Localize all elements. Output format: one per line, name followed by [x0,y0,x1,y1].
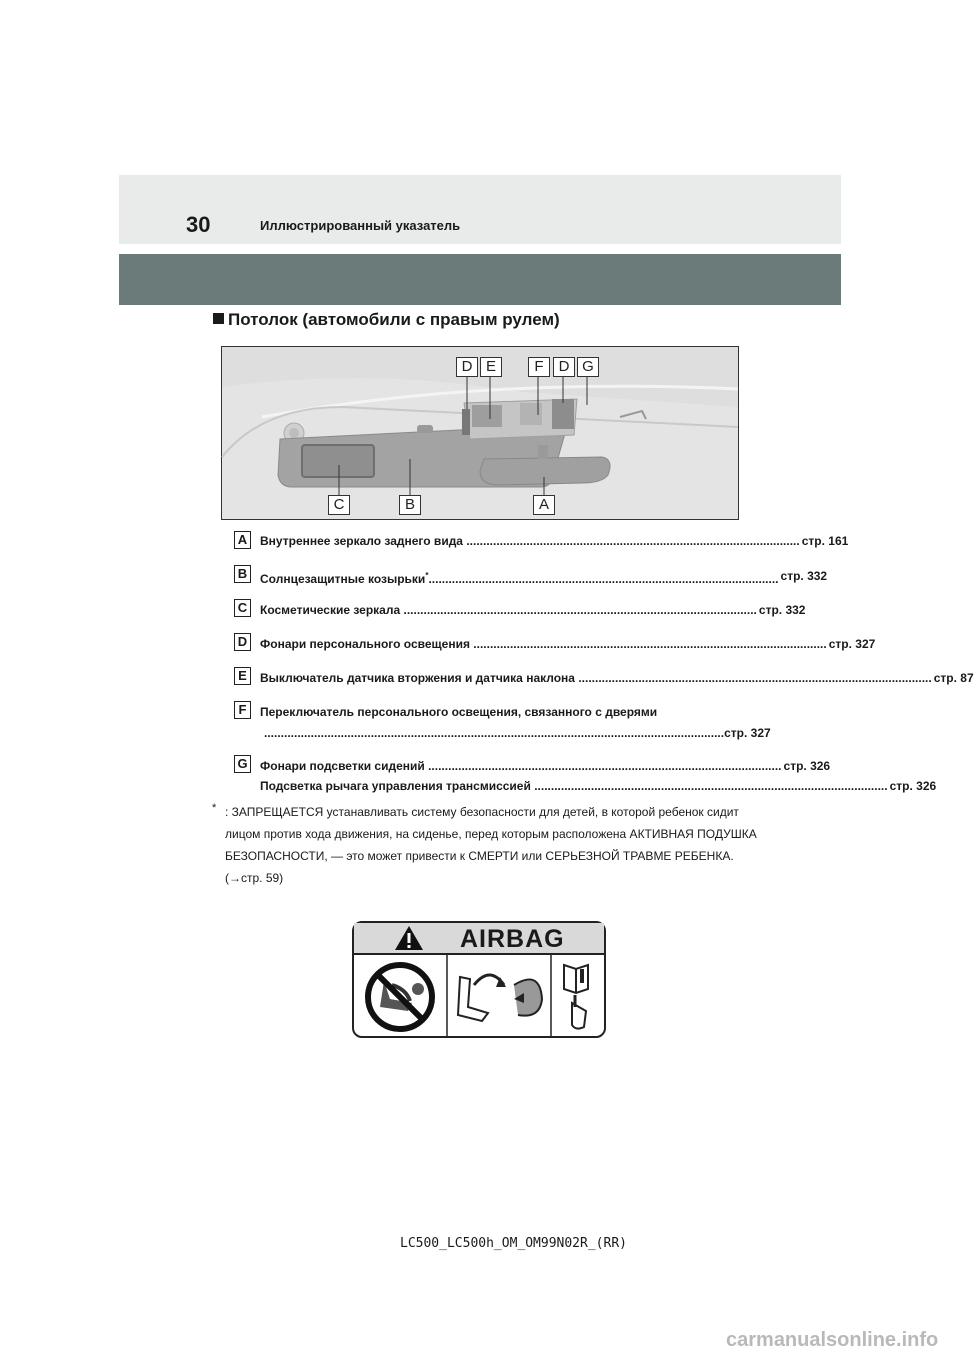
footnote-text: : ЗАПРЕЩАЕТСЯ устанавливать систему безопасности для детей, в которой ребенок сидит лицом против хода движения, на сиденье, перед которым расположена АКТИВНАЯ ПОДУШКА БЕЗОПАСНОСТИ, — это может привести к СМЕРТИ или СЕРЬЕЗНОЙ ТРАВМЕ РЕБЕНКА. (→стр. 59) [225,805,757,885]
header-top-bar [119,175,841,244]
item-page-ref[interactable]: стр. 326 [783,759,831,773]
list-item: Фонари персонального освещения .......................................................................................................... стр. 327 [260,637,876,651]
item-label: Выключатель датчика вторжения и датчика наклона [260,671,575,685]
document-code: LC500_LC500h_OM_OM99N02R_(RR) [400,1236,627,1251]
item-label: Внутреннее зеркало заднего вида [260,534,463,548]
item-page-ref[interactable]: стр. 161 [801,534,849,548]
item-label: Косметические зеркала [260,603,401,617]
read-manual-icon [564,965,588,1029]
item-badge-d: D [234,633,251,651]
ceiling-illustration [221,346,739,520]
item-page-ref[interactable]: стр. 326 [889,779,937,793]
footnote [212,801,757,889]
airbag-warning-label [352,921,606,1038]
list-item: Фонари подсветки сидений .......................................................................................................... стр. 326 [260,759,831,773]
list-item: Подсветка рычага управления трансмиссией .......................................................................................................... стр. 326 [260,779,937,793]
illustration-label-e: E [480,357,502,377]
item-page-ref[interactable]: стр. 327 [724,726,771,740]
item-label: Солнцезащитные козырьки [260,572,426,586]
illustration-label-d2: D [553,357,575,377]
illustration-label-f: F [528,357,550,377]
warning-triangle-icon [394,925,424,951]
item-page-ref[interactable]: стр. 327 [828,637,876,651]
section-title: Потолок (автомобили с правым рулем) [213,309,560,331]
item-label: Фонари персонального освещения [260,637,470,651]
airbag-title: AIRBAG [460,925,565,953]
item-badge-c: C [234,599,251,617]
illustration-label-d: D [456,357,478,377]
no-rear-facing-child-seat-icon [368,965,432,1029]
item-page-ref[interactable]: стр. 332 [758,603,806,617]
header-title: Иллюстрированный указатель [260,218,461,233]
illustration-label-g: G [577,357,599,377]
watermark: carmanualsonline.info [726,1329,939,1351]
illustration-label-c: C [328,495,350,515]
illustration-label-b: B [399,495,421,515]
item-badge-f: F [234,701,251,719]
item-label: Подсветка рычага управления трансмиссией [260,779,531,793]
footnote-mark: * [212,802,217,814]
page-number: 30 [186,212,211,237]
list-item [260,704,722,720]
airbag-deploy-icon [458,975,542,1021]
item-page-ref[interactable]: стр. 87 [933,671,974,685]
footnote-mark: * [425,571,429,580]
item-badge-a: A [234,531,251,549]
item-label: Переключатель персонального освещения, связанного с дверями [260,705,658,719]
item-badge-e: E [234,667,251,685]
airbag-label-header [354,923,604,955]
list-item: Косметические зеркала .......................................................................................................... стр. 332 [260,603,806,617]
square-bullet-icon [213,313,224,324]
item-badge-g: G [234,755,251,773]
list-item: Выключатель датчика вторжения и датчика наклона .......................................................................................................... стр. 87 [260,671,974,685]
list-item: Внутреннее зеркало заднего вида .................................................................................................... стр. 161 [260,534,849,548]
header-band [119,254,841,305]
item-label: Фонари подсветки сидений [260,759,425,773]
item-badge-b: B [234,565,251,583]
airbag-pictograms [354,955,604,1038]
item-page-ref[interactable]: стр. 332 [780,569,828,583]
list-item: Солнцезащитные козырьки*......................................................................................................... стр. 332 [260,569,828,586]
list-item-continuation: ..........................................................................................................................................стр. 327 [264,726,771,740]
illustration-label-a: A [533,495,555,515]
